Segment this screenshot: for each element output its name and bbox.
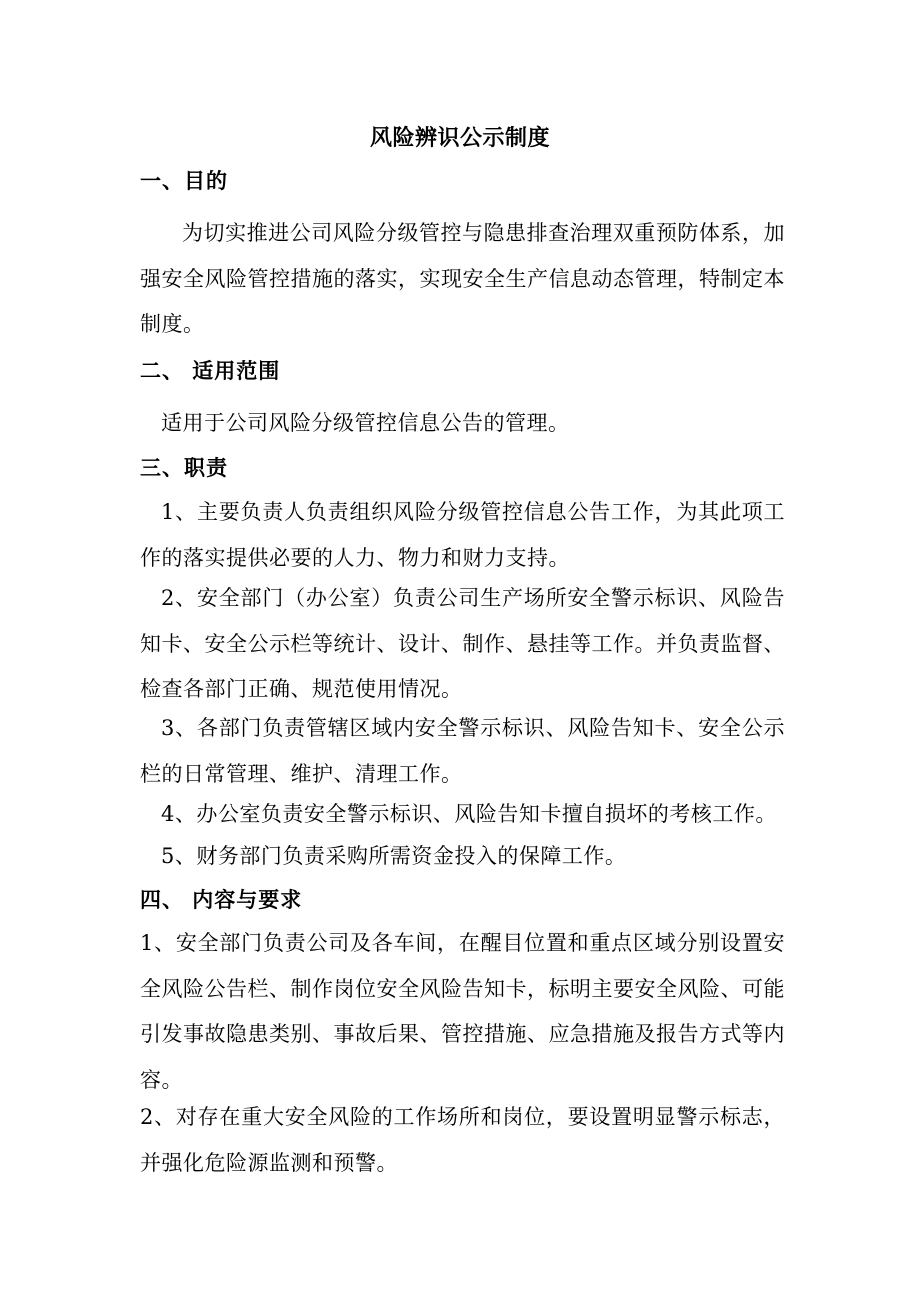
- section-heading-duties: 三、职责: [140, 455, 228, 480]
- duties-item-4: 4、办公室负责安全警示标识、风险告知卡擅自损坏的考核工作。: [161, 802, 777, 826]
- duties-item-1: 1、主要负责人负责组织风险分级管控信息公告工作，为其此项工作的落实提供必要的人力、物力和财力支持。: [140, 500, 785, 570]
- section-paragraph-purpose: 为切实推进公司风险分级管控与隐患排查治理双重预防体系，加强安全风险管控措施的落实，实现安全生产信息动态管理，特制定本制度。: [140, 221, 785, 336]
- duties-item-5: 5、财务部门负责采购所需资金投入的保障工作。: [161, 844, 627, 868]
- requirements-item-2: 2、对存在重大安全风险的工作场所和岗位，要设置明显警示标志，并强化危险源监测和预警。: [140, 1105, 785, 1175]
- section-paragraph-scope: 适用于公司风险分级管控信息公告的管理。: [161, 411, 570, 435]
- section-heading-scope: 二、 适用范围: [140, 358, 281, 383]
- duties-item-3: 3、各部门负责管辖区域内安全警示标识、风险告知卡、安全公示栏的日常管理、维护、清理工作。: [140, 716, 785, 786]
- duties-item-2: 2、安全部门（办公室）负责公司生产场所安全警示标识、风险告知卡、安全公示栏等统计、设计、制作、悬挂等工作。并负责监督、检查各部门正确、规范使用情况。: [140, 586, 785, 701]
- section-heading-purpose: 一、目的: [140, 168, 228, 193]
- requirements-item-1: 1、安全部门负责公司及各车间，在醒目位置和重点区域分别设置安全风险公告栏、制作岗位安全风险告知卡，标明主要安全风险、可能引发事故隐患类别、事故后果、管控措施、应急措施及报告方式等内容。: [140, 931, 785, 1092]
- document-title: 风险辨识公示制度: [369, 125, 550, 151]
- section-heading-requirements: 四、 内容与要求: [140, 887, 303, 912]
